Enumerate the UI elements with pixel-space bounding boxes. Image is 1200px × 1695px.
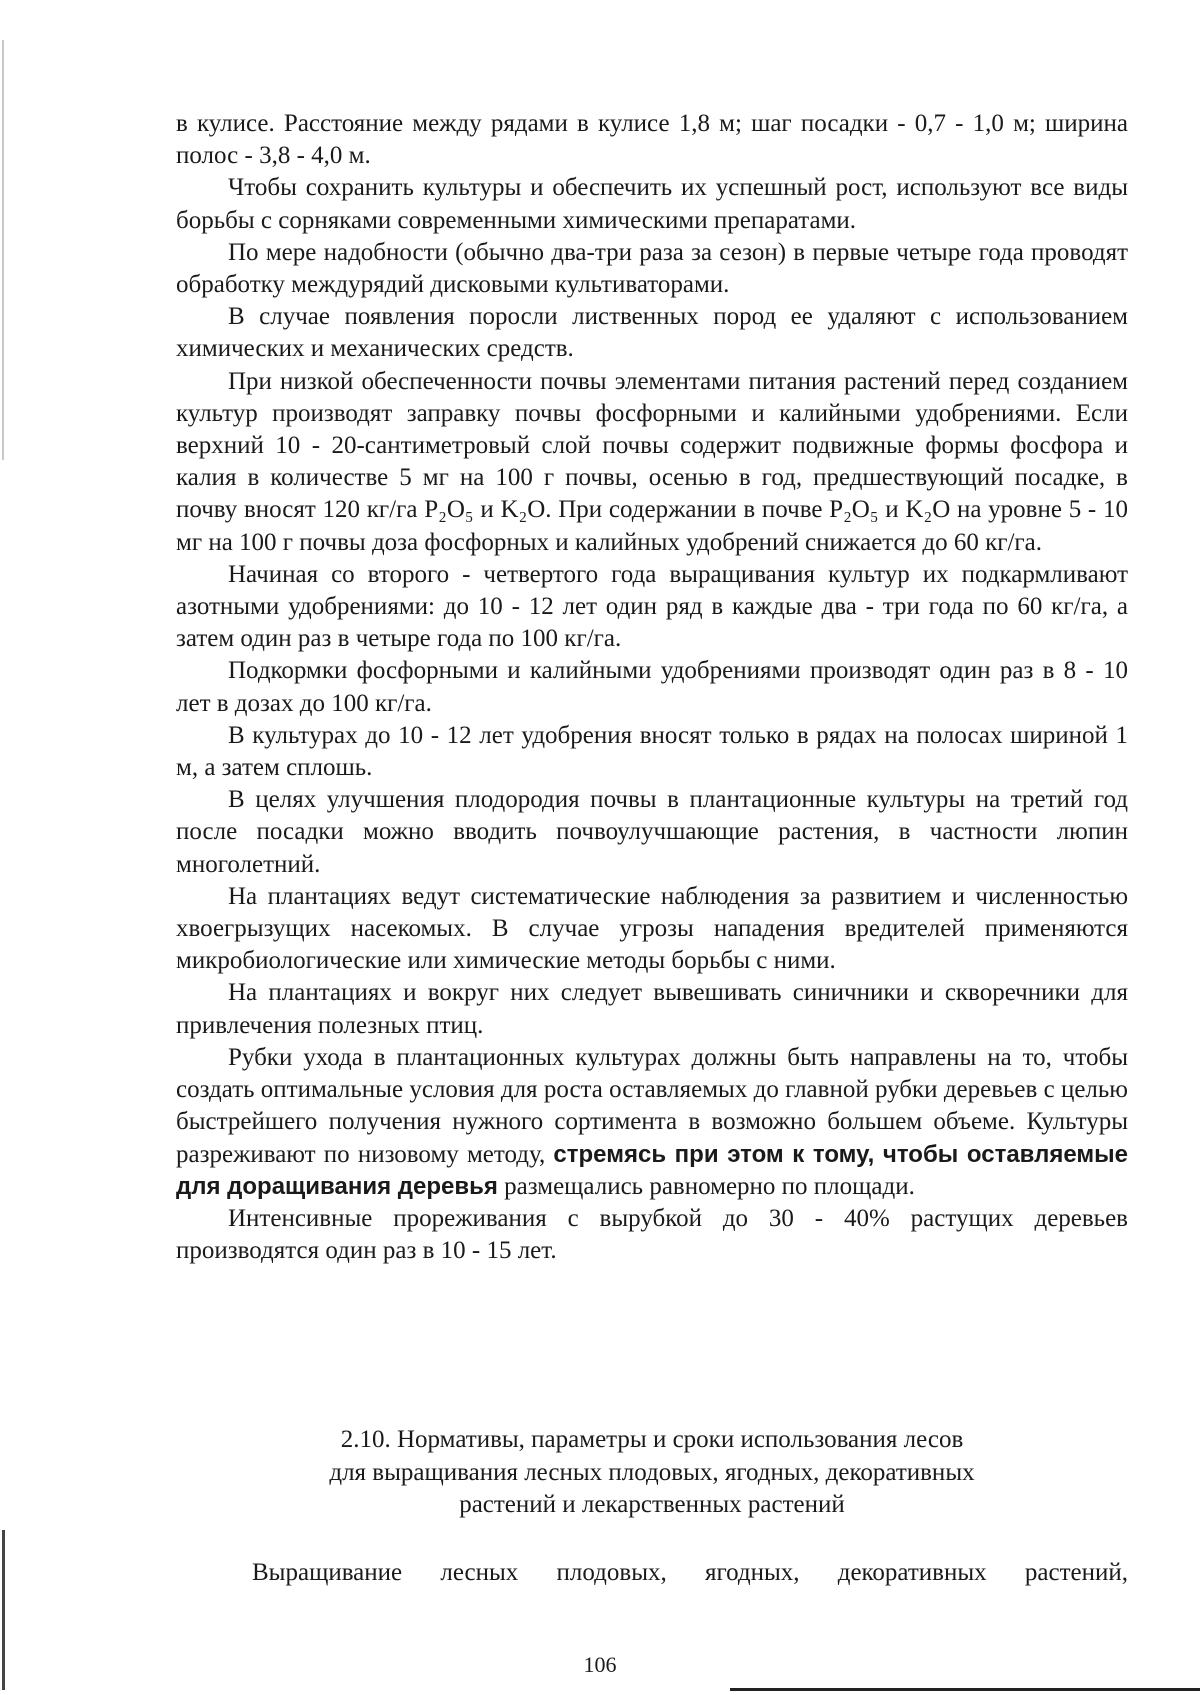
paragraph-10: На плантациях ведут систематические наблюдения за развитием и численностью хвоегрызущих насекомых. В случае угрозы нападения вредителей применяются микробиологические или химические методы борьбы с ними.	[176, 882, 1128, 975]
paragraph-1: в кулисе. Расстояние между рядами в кулисе 1,8 м; шаг посадки - 0,7 - 1,0 м; ширина полос - 3,8 - 4,0 м.	[176, 110, 1128, 170]
paragraph-6: Начиная со второго - четвертого года выращивания культур их подкармливают азотными удобрениями: до 10 - 12 лет один ряд в каждые два - три года по 60 кг/га, а затем один раз в четыре года по 100 кг/га.	[176, 560, 1128, 653]
paragraph-3: По мере надобности (обычно два-три раза за сезон) в первые четыре года проводят обработку междурядий дисковыми культиваторами.	[176, 238, 1128, 299]
scan-bottom-border	[730, 1688, 1200, 1691]
paragraph-13: Интенсивные прореживания с вырубкой до 30 - 40% растущих деревьев производятся один раз в 10 - 15 лет.	[176, 1204, 1128, 1265]
body-text	[176, 108, 1128, 1267]
scan-edge-mark	[2, 40, 4, 460]
paragraph-5: При низкой обеспеченности почвы элементами питания растений перед созданием культур производят заправку почвы фосфорными и калийными удобрениями. Если верхний 10 - 20-сантиметровый слой почвы содержит подвижные формы фосфора и калия в количестве 5 мг на 100 г почвы, осенью в год, предшествующий посадке, в почву вносят 120 кг/га P₂O₅ и K₂O. При содержании в почве P₂O₅ и K₂O на уровне 5 - 10 мг на 100 г почвы доза фосфорных и калийных удобрений снижается до 60 кг/га.	[176, 367, 1128, 556]
paragraph-12-bold-part: стремясь при этом к тому, чтобы оставляемые для доращивания деревья	[176, 1140, 1128, 1200]
heading-line-2: для выращивания лесных плодовых, ягодных, декоративных	[329, 1458, 975, 1486]
paragraph-9: В целях улучшения плодородия почвы в плантационные культуры на третий год после посадки можно вводить почвоулучшающие растения, в частности люпин многолетний.	[176, 786, 1128, 878]
paragraph-2: Чтобы сохранить культуры и обеспечить их успешный рост, используют все виды борьбы с сорняками современными химическими препаратами.	[176, 174, 1128, 234]
paragraph-12	[176, 1042, 1128, 1203]
page-number: 106	[583, 1652, 617, 1677]
heading-line-3: растений и лекарственных растений	[459, 1491, 845, 1518]
heading-line-1: 2.10. Нормативы, параметры и сроки использования лесов	[340, 1426, 964, 1453]
closing-paragraph-start: Выращивание лесных плодовых, ягодных, декоративных растений,	[252, 1559, 1128, 1586]
paragraph-8: В культурах до 10 - 12 лет удобрения вносят только в рядах на полосах шириной 1 м, а затем сплошь.	[176, 721, 1128, 782]
paragraph-12-part-3: размещались равномерно по площади.	[504, 1172, 915, 1200]
paragraph-12-part-1: Рубки ухода в плантационных культурах должны быть направлены на то, чтобы создать оптимальные условия для роста оставляемых до главной рубки деревьев с целью быстрейшего получения нужного сортимента в возможно большем объеме. Культуры разреживают по низовому методу,	[176, 1043, 1128, 1168]
paragraph-7: Подкормки фосфорными и калийными удобрениями производят один раз в 8 - 10 лет в дозах до 100 кг/га.	[176, 657, 1128, 717]
section-heading	[176, 1424, 1128, 1522]
paragraph-4: В случае появления поросли лиственных пород ее удаляют с использованием химических и механических средств.	[176, 303, 1128, 363]
paragraph-11: На плантациях и вокруг них следует вывешивать синичники и скворечники для привлечения полезных птиц.	[176, 979, 1128, 1039]
